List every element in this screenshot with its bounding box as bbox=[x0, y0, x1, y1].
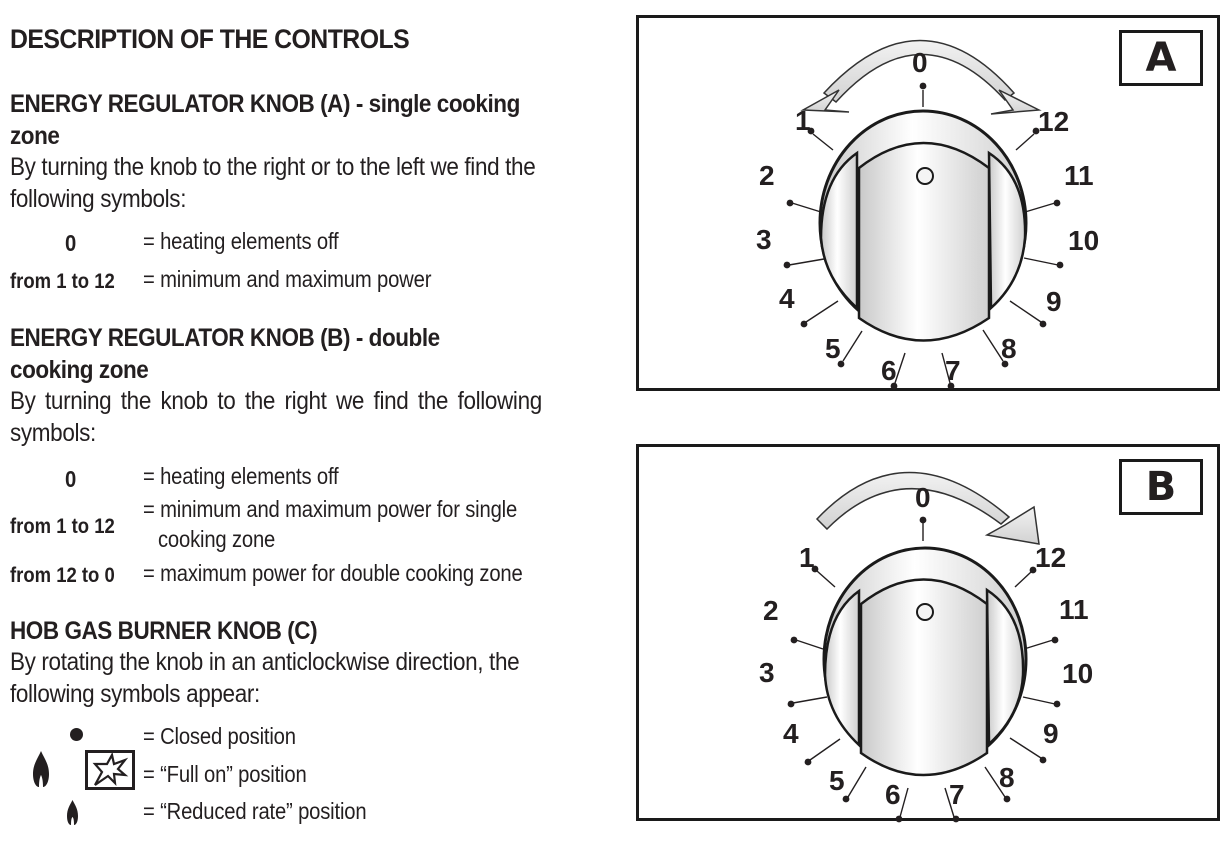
svg-text:10: 10 bbox=[1062, 658, 1094, 689]
page-title: DESCRIPTION OF THE CONTROLS bbox=[10, 24, 410, 54]
svg-text:8: 8 bbox=[999, 762, 1015, 793]
svg-text:3: 3 bbox=[759, 657, 775, 688]
full-on-star-box-icon bbox=[85, 750, 135, 790]
svg-text:12: 12 bbox=[1038, 106, 1070, 137]
svg-text:2: 2 bbox=[759, 160, 775, 191]
svg-text:9: 9 bbox=[1046, 286, 1062, 317]
svg-text:10: 10 bbox=[1068, 225, 1100, 256]
symbol-range: from 1 to 12 bbox=[10, 270, 115, 293]
svg-text:6: 6 bbox=[881, 355, 897, 386]
svg-text:11: 11 bbox=[1059, 594, 1089, 625]
svg-text:7: 7 bbox=[945, 355, 961, 386]
definition-reduced: = “Reduced rate” position bbox=[143, 798, 367, 824]
definition-full-on: = “Full on” position bbox=[143, 761, 307, 787]
symbol-range: from 1 to 12 bbox=[10, 515, 115, 538]
panel-label-b: B bbox=[1119, 459, 1203, 515]
knob-a-body bbox=[820, 111, 1026, 341]
svg-text:1: 1 bbox=[799, 542, 815, 573]
svg-text:3: 3 bbox=[756, 224, 772, 255]
definition-off: = heating elements off bbox=[143, 463, 339, 489]
svg-text:6: 6 bbox=[885, 779, 901, 810]
closed-dot-icon bbox=[70, 728, 83, 741]
symbol-range-reverse: from 12 to 0 bbox=[10, 564, 115, 587]
svg-text:9: 9 bbox=[1043, 718, 1059, 749]
svg-text:5: 5 bbox=[825, 333, 841, 364]
svg-text:2: 2 bbox=[763, 595, 779, 626]
figure-knob-b bbox=[636, 444, 1220, 821]
section-b-heading: ENERGY REGULATOR KNOB (B) - double cooking zone bbox=[10, 324, 440, 384]
section-b-intro: By turning the knob to the right we find the following symbols: bbox=[10, 387, 542, 447]
symbol-zero: 0 bbox=[65, 230, 77, 256]
svg-text:4: 4 bbox=[783, 718, 799, 749]
definition-closed: = Closed position bbox=[143, 723, 296, 749]
reduced-flame-icon bbox=[66, 799, 79, 826]
section-c-heading: HOB GAS BURNER KNOB (C) bbox=[10, 617, 318, 645]
section-a-intro: By turning the knob to the right or to the left we find the following symbols: bbox=[10, 153, 536, 213]
figure-knob-a bbox=[636, 15, 1220, 391]
svg-text:0: 0 bbox=[912, 47, 928, 78]
definition-double-zone: = maximum power for double cooking zone bbox=[143, 560, 523, 586]
svg-text:4: 4 bbox=[779, 283, 795, 314]
section-a-heading: ENERGY REGULATOR KNOB (A) - single cooking zone bbox=[10, 90, 520, 150]
svg-text:8: 8 bbox=[1001, 333, 1017, 364]
svg-text:5: 5 bbox=[829, 765, 845, 796]
svg-text:1: 1 bbox=[795, 105, 811, 136]
full-on-flame-icon bbox=[32, 750, 50, 788]
svg-text:11: 11 bbox=[1064, 160, 1094, 191]
definition-power: = minimum and maximum power bbox=[143, 266, 432, 292]
symbol-zero: 0 bbox=[65, 466, 77, 492]
section-c-intro: By rotating the knob in an anticlockwise direction, the following symbols appear: bbox=[10, 648, 520, 708]
svg-text:12: 12 bbox=[1035, 542, 1067, 573]
panel-label-a: A bbox=[1119, 30, 1203, 86]
knob-b-body bbox=[824, 548, 1026, 775]
definition-off: = heating elements off bbox=[143, 228, 339, 254]
svg-text:7: 7 bbox=[949, 779, 965, 810]
definition-single-zone: = minimum and maximum power for single cooking zone bbox=[143, 496, 518, 552]
svg-text:0: 0 bbox=[915, 482, 931, 513]
